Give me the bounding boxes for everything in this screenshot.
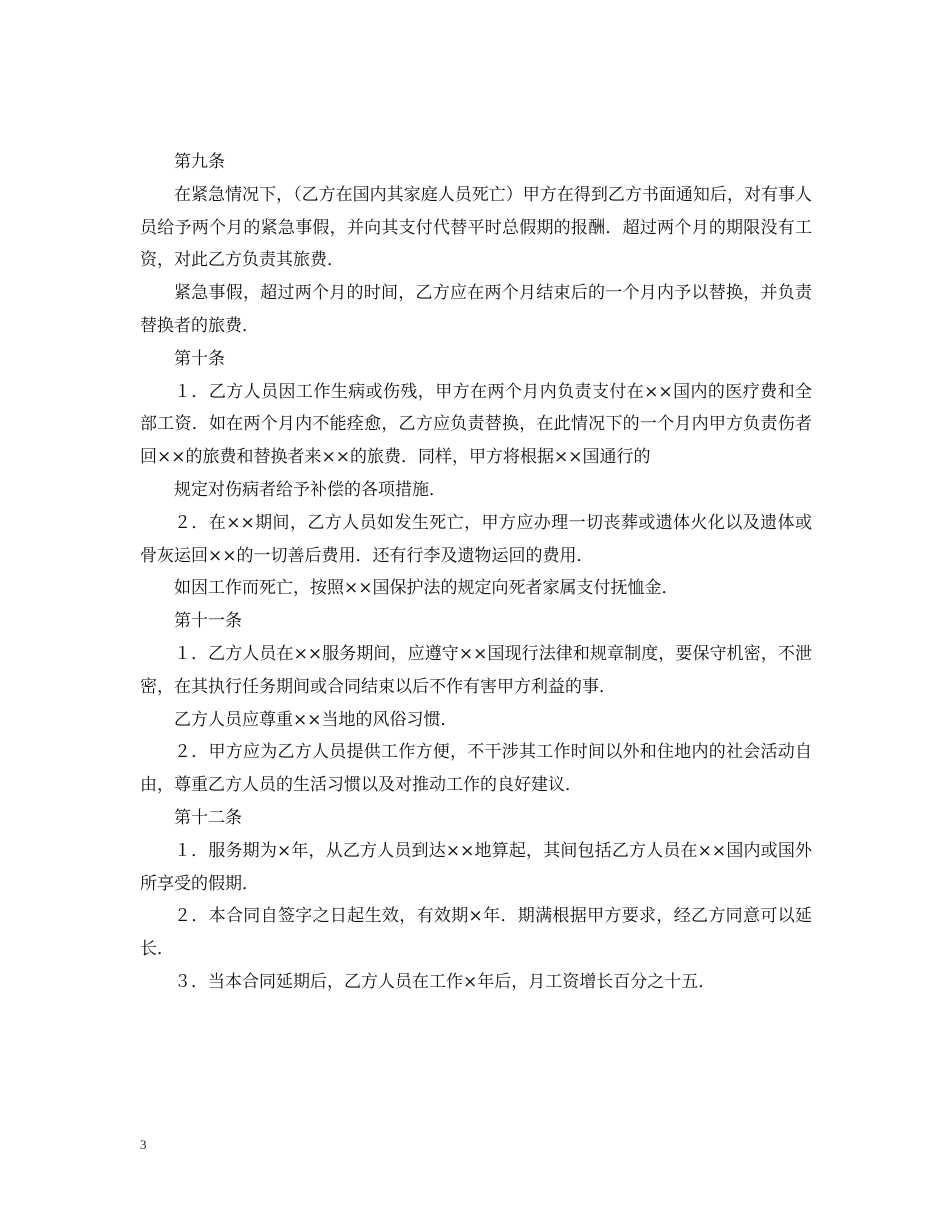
document-body xyxy=(140,146,812,999)
article-9-paragraph-1: 在紧急情况下，（乙方在国内其家庭人员死亡）甲方在得到乙方书面通知后，对有事人员给予两个月的紧急事假，并向其支付代替平时总假期的报酬．超过两个月的期限没有工资，对此乙方负责其旅费． xyxy=(140,184,812,271)
article-12-item-3: ３．当本合同延期后，乙方人员在工作×年后，月工资增长百分之十五． xyxy=(174,971,716,992)
article-12-item-1: １．服务期为×年，从乙方人员到达××地算起，其间包括乙方人员在××国内或国外所享受的假期． xyxy=(140,840,812,894)
page-number: 3 xyxy=(140,1137,147,1152)
article-11-item-2: ２．甲方应为乙方人员提供工作方便，不干涉其工作时间以外和住地内的社会活动自由，尊重乙方人员的生活习惯以及对推动工作的良好建议． xyxy=(140,742,812,796)
article-9-paragraph-2: 紧急事假，超过两个月的时间，乙方应在两个月结束后的一个月内予以替换，并负责替换者的旅费． xyxy=(140,283,812,336)
article-11-heading: 第十一条 xyxy=(174,611,242,632)
article-10-item-1: １．乙方人员因工作生病或伤残，甲方在两个月内负责支付在××国内的医疗费和全部工资．如在两个月内不能痊愈，乙方应负责替换，在此情况下的一个月内甲方负责伤者回××的旅费和替换者来××的旅费．同样，甲方将根据××国通行的 xyxy=(140,381,812,468)
article-9-heading: 第九条 xyxy=(174,152,225,172)
article-11-item-1-continued: 乙方人员应尊重××当地的风俗习惯． xyxy=(174,709,458,730)
article-10-item-2-continued: 如因工作而死亡，按照××国保护法的规定向死者家属支付抚恤金． xyxy=(174,578,679,599)
article-12-item-2: ２．本合同自签字之日起生效，有效期×年．期满根据甲方要求，经乙方同意可以延长． xyxy=(140,906,812,960)
article-10-item-2: ２．在××期间，乙方人员如发生死亡，甲方应办理一切丧葬或遗体火化以及遗体或骨灰运回××的一切善后费用．还有行李及遗物运回的费用． xyxy=(140,512,812,566)
article-10-heading: 第十条 xyxy=(174,348,225,369)
article-10-item-1-continued: 规定对伤病者给予补偿的各项措施． xyxy=(174,479,446,500)
article-11-item-1: １．乙方人员在××服务期间，应遵守××国现行法律和规章制度，要保守机密，不泄密，在其执行任务期间或合同结束以后不作有害甲方利益的事． xyxy=(140,643,812,697)
article-12-heading: 第十二条 xyxy=(174,807,242,828)
